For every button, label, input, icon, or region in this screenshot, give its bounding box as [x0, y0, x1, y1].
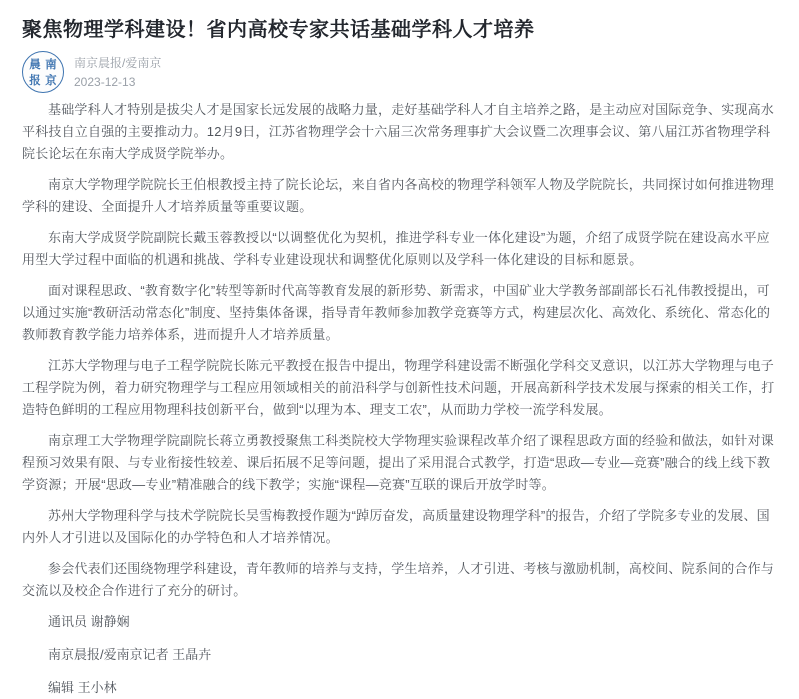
- article-paragraph-4: 面对课程思政、“教育数字化”转型等新时代高等教育发展的新形势、新需求，中国矿业大学教务部副部长石礼伟教授提出，可以通过实施“教研活动常态化”制度、坚持集体备课，指导青年教师参加教学竞赛等方式，构建层次化、高效化、系统化、常态化的教师教育教学能力培养体系，进而提升人才培养质量。: [22, 283, 771, 342]
- article-paragraph-3: 东南大学成贤学院副院长戴玉蓉教授以“以调整优化为契机，推进学科专业一体化建设”为题，介绍了成贤学院在建设高水平应用型大学过程中面临的机遇和挑战、学科专业建设现状和调整优化原则以及学科一体化建设的目标和愿景。: [22, 230, 770, 267]
- article-paragraph-8: 参会代表们还围绕物理学科建设，青年教师的培养与支持，学生培养，人才引进、考核与激励机制，高校间、院系间的合作与交流以及校企合作进行了充分的研讨。: [22, 561, 775, 598]
- article-credits: [22, 611, 775, 699]
- byline-meta: [74, 55, 161, 90]
- credit-correspondent: 通讯员 谢静娴: [48, 614, 130, 629]
- article-paragraph-6: 南京理工大学物理学院副院长蒋立勇教授聚焦工科类院校大学物理实验课程改革介绍了课程思政方面的经验和做法，如针对课程预习效果有限、与专业衔接性较差、课后拓展不足等问题，提出了采用混合式教学，打造“思政—专业—竞赛”融合的线上线下教学资源；开展“思政—专业”精准融合的线下教学；实施“课程—竞赛”互联的课后开放学时等。: [22, 433, 775, 492]
- credit-editor: 编辑 王小林: [48, 680, 117, 695]
- publisher-seal-logo[interactable]: [22, 51, 64, 93]
- logo-char: 南: [45, 57, 57, 71]
- byline: [22, 51, 775, 93]
- credit-reporter: 南京晨报/爱南京记者 王晶卉: [48, 647, 212, 662]
- article-body: [22, 99, 775, 602]
- article-paragraph-7: 苏州大学物理科学与技术学院院长吴雪梅教授作题为“踔厉奋发，高质量建设物理学科”的报告，介绍了学院多专业的发展、国内外人才引进以及国际化的办学特色和人才培养情况。: [22, 508, 770, 545]
- publisher-name[interactable]: 南京晨报/爱南京: [74, 55, 162, 70]
- logo-char: 报: [29, 73, 41, 87]
- article-paragraph-5: 江苏大学物理与电子工程学院院长陈元平教授在报告中提出，物理学科建设需不断强化学科交叉意识，以江苏大学物理与电子工程学院为例，着力研究物理学与工程应用领域相关的前沿科学与创新性技术问题，开展高新科学技术发展与探索的相关工作，打造特色鲜明的工程应用物理科技创新平台，做到“以理为本、理支工农”，从而助力学校一流学科发展。: [22, 358, 775, 417]
- publish-date: 2023-12-13: [74, 74, 136, 89]
- logo-char: 京: [45, 73, 57, 87]
- article-paragraph-1: 基础学科人才特别是拔尖人才是国家长远发展的战略力量，走好基础学科人才自主培养之路，是主动应对国际竞争、实现高水平科技自立自强的主要推动力。12月9日，江苏省物理学会十六届三次常务理事扩大会议暨二次理事会议、第八届江苏省物理学科院长论坛在东南大学成贤学院举办。: [22, 102, 775, 161]
- article-title: 聚焦物理学科建设！省内高校专家共话基础学科人才培养: [22, 19, 535, 41]
- logo-char: 晨: [29, 57, 41, 71]
- article-paragraph-2: 南京大学物理学院院长王伯根教授主持了院长论坛，来自省内各高校的物理学科领军人物及学院院长，共同探讨如何推进物理学科的建设、全面提升人才培养质量等重要议题。: [22, 177, 775, 214]
